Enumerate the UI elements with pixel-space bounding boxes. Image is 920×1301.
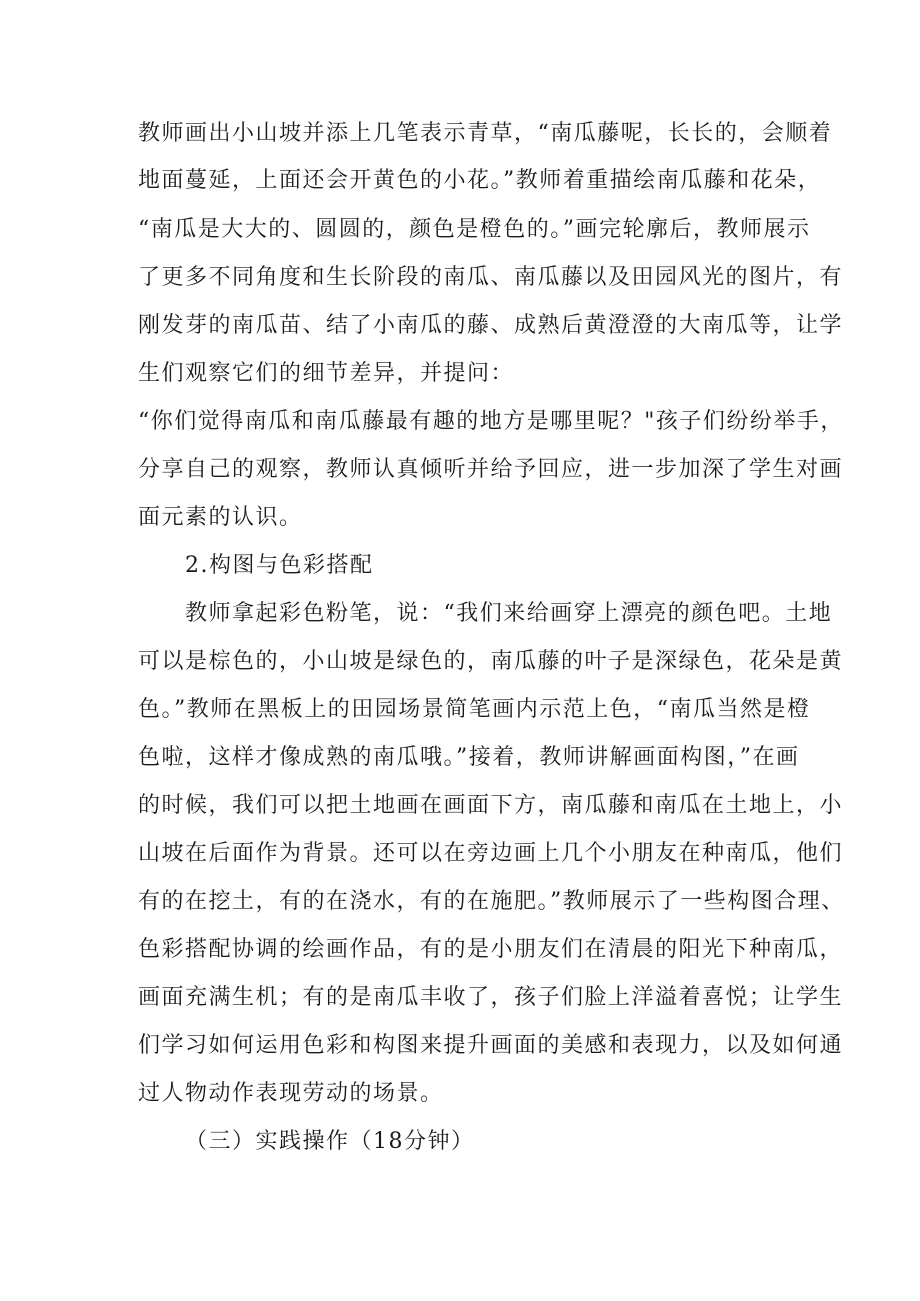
paragraph-line: 可以是棕色的，小山坡是绿色的，南瓜藤的叶子是深绿色，花朵是黄 (138, 649, 844, 674)
paragraph-line: 的时候，我们可以把土地画在画面下方，南瓜藤和南瓜在土地上，小 (138, 793, 844, 818)
paragraph-line: 刚发芽的南瓜苗、结了小南瓜的藤、成熟后黄澄澄的大南瓜等，让学 (138, 313, 844, 338)
section-heading: 2.构图与色彩搭配 (185, 553, 374, 578)
paragraph-line: 色彩搭配协调的绘画作品，有的是小朋友们在清晨的阳光下种南瓜， (138, 937, 844, 962)
paragraph-line: 画面充满生机；有的是南瓜丰收了，孩子们脸上洋溢着喜悦；让学生 (138, 985, 844, 1010)
section-heading: （三）实践操作（18分钟） (185, 1129, 475, 1154)
paragraph-line: 山坡在后面作为背景。还可以在旁边画上几个小朋友在种南瓜，他们 (138, 841, 844, 866)
paragraph-line: 地面蔓延，上面还会开黄色的小花。”教师着重描绘南瓜藤和花朵， (138, 168, 822, 193)
paragraph-line: “你们觉得南瓜和南瓜藤最有趣的地方是哪里呢？"孩子们纷纷举手， (138, 409, 844, 434)
paragraph-line: 分享自己的观察，教师认真倾听并给予回应，进一步加深了学生对画 (138, 457, 844, 482)
paragraph-line: 教师拿起彩色粉笔，说：“我们来给画穿上漂亮的颜色吧。土地 (185, 601, 833, 626)
paragraph-line: 生们观察它们的细节差异，并提问： (138, 361, 515, 386)
paragraph-line: 有的在挖土，有的在浇水，有的在施肥。”教师展示了一些构图合理、 (138, 889, 845, 914)
paragraph-line: 过人物动作表现劳动的场景。 (138, 1081, 444, 1106)
paragraph-line: 色。”教师在黑板上的田园场景简笔画内示范上色，“南瓜当然是橙 (138, 697, 811, 722)
paragraph-line: “南瓜是大大的、圆圆的，颜色是橙色的。”画完轮廓后，教师展示 (138, 217, 811, 242)
paragraph-line: 教师画出小山坡并添上几笔表示青草，“南瓜藤呢，长长的，会顺着 (138, 121, 833, 146)
paragraph-line: 们学习如何运用色彩和构图来提升画面的美感和表现力，以及如何通 (138, 1033, 844, 1058)
paragraph-line: 色啦，这样才像成熟的南瓜哦。”接着，教师讲解画面构图，”在画 (138, 745, 800, 770)
paragraph-line: 了更多不同角度和生长阶段的南瓜、南瓜藤以及田园风光的图片，有 (138, 265, 844, 290)
paragraph-line: 面元素的认识。 (138, 505, 303, 530)
